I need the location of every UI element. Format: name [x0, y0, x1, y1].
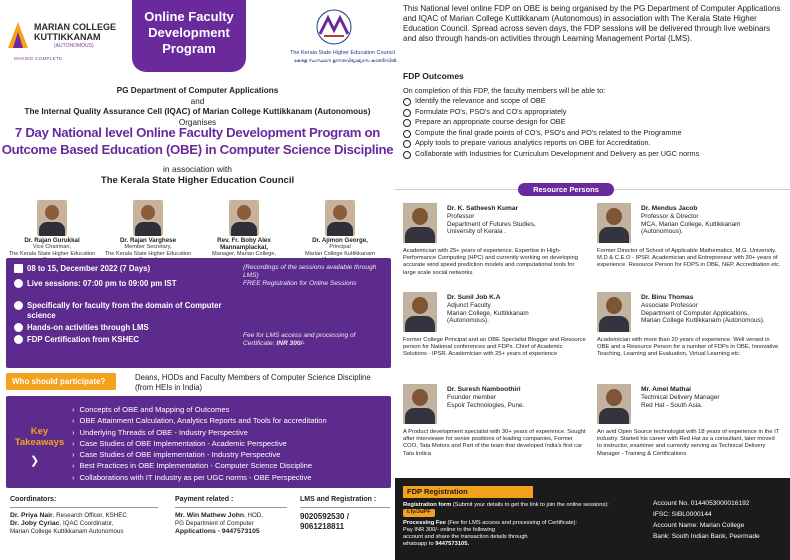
ribbon-line3: Program: [162, 41, 216, 56]
account-number: Account No. 0144053000016192: [653, 500, 750, 507]
resource-person-name: Dr. Mendus Jacob: [641, 205, 698, 212]
fee-note: [243, 332, 383, 348]
takeaway-item: › Collaborations with IT Industry as per UGC norms - OBE Perspective: [72, 472, 327, 483]
resource-person-desc: Academician with more than 20 years of experience. Well versed in OBE and a Resource Person for a number of FDPs in OBE, Innovative Teaching, Learning and Evaluation, Virtual Learning etc.: [597, 337, 779, 358]
registration-link[interactable]: t.ly/JuPF: [403, 509, 435, 516]
college-emblem-icon: [6, 20, 30, 50]
payment-phone: Applications - 9447573105: [175, 528, 260, 535]
resource-person-photo: [597, 203, 631, 243]
fee-amount: INR 300/-: [276, 340, 305, 347]
patron-name: Dr. Ajimon George,: [312, 237, 368, 244]
ribbon-line1: Online Faculty: [144, 9, 234, 24]
resource-person-desc: An avid Open Source technologist with 18 years of experience in the IT industry. Started his career with Red Hat as a consultant, later moved to instructor, examiner and currently serving as Technical Delivery Manager - Training & Certifications: [597, 429, 780, 457]
clock-icon: [14, 279, 23, 288]
association-line1: in association with: [163, 164, 232, 174]
patron-name: Dr. Rajan Varghese: [119, 237, 177, 244]
schedule-box: [6, 258, 391, 368]
organiser-line4: Organises: [178, 117, 217, 127]
recordings-note-line1: (Recordings of the sessions available through LMS): [243, 264, 377, 279]
resource-person-desc: Academician with 25+ years of experience. Expertise in High-Performance Computing (HPC) and currently working on developing accurate wind speed prediction models and computational tools for large scale social networks.: [403, 248, 578, 276]
resource-person-info: [447, 294, 589, 325]
live-text: Live sessions: 07:00 pm to 09:00 pm IST: [27, 279, 177, 288]
resource-person-line: (Autonomous).: [641, 228, 683, 236]
college-name-line3: (AUTONOMOUS): [54, 43, 94, 49]
college-name-line2: KUTTIKKANAM: [34, 32, 101, 42]
takeaways-label: [12, 426, 67, 448]
program-title-line2: Outcome Based Education (OBE) in Computer Science Discipline: [1, 142, 394, 157]
who-text: Deans, HODs and Faculty Members of Computer Science Discipline (from HEIs in India): [135, 373, 371, 392]
resource-person-line: Adjunct Faculty: [447, 301, 491, 309]
resource-person-info: [447, 386, 589, 409]
resource-person-name: Dr. Sunil Job K.A: [447, 294, 501, 301]
whatsapp-text: whatsapp to: [403, 541, 436, 548]
live-row: [14, 279, 242, 289]
marian-college-logo: [6, 18, 126, 62]
takeaway-item: › Best Practices in OBE Implementation - Computer Science Discipline: [72, 460, 327, 471]
outcome-item: Formulate PO's, PSO's and CO's appropriately: [403, 107, 699, 118]
calendar-icon: [14, 264, 23, 273]
resource-person-photo: [597, 384, 631, 424]
item-row: [14, 335, 242, 345]
resource-person-name: Dr. K. Satheesh Kumar: [447, 205, 519, 212]
pay-text: Pay INR 300/- online to the following: [403, 526, 495, 533]
item-row: [14, 301, 238, 320]
resource-person-line: (Autonomous).: [447, 317, 489, 325]
resource-person-line: Red Hat - South Asia.: [641, 401, 703, 409]
lms-phone: 9061218811: [300, 522, 345, 531]
kshec-emblem-icon: [312, 8, 356, 46]
patron-role: Principal Marian College Kuttikkanam: [305, 244, 375, 257]
resource-person-name: Mr. Amel Mathai: [641, 386, 691, 393]
intro-paragraph: This National level online FDP on OBE is being organised by the PG Department of Computer Applications and IQAC of Marian College Kuttikkanam (Autonomous) in association with The Kerala State Higher Education Council. Spread across seven days, the FDP sessions will be delivered through live webinars and also through hands-on activities through Learning Management Portal (LMS).: [403, 4, 781, 43]
coordinators-heading: Coordinators:: [10, 496, 158, 508]
coordinator-name: Dr. Joby Cyriac: [10, 520, 60, 527]
program-title: [0, 124, 395, 158]
processing-fee-text: (Fee for LMS access and processing of Certificate):: [445, 519, 578, 526]
resource-person-desc: A Product development specialist with 30+ years of experience. Sought after interviewer for senior positions of leading companies, Former COO, Tata Motors and Part of the team that developed India's first car Tata Indica: [403, 429, 586, 457]
patron-role: Member Secretary, The Kerala State Higher Education: [104, 244, 192, 257]
resource-person-line: Marian College Kuttikkanam (Autonomous).: [641, 317, 765, 325]
outcome-item: Prepare an appropriate course design for OBE: [403, 117, 699, 128]
processing-fee-label: Processing Fee: [403, 519, 446, 526]
resource-person-photo: [403, 384, 437, 424]
coordinator-role: , Research Officer, KSHEC: [52, 512, 127, 519]
patron-photo: [229, 200, 259, 236]
resource-person-photo: [403, 292, 437, 332]
kshec-logo: [290, 8, 397, 70]
bank-name: Bank: South Indian Bank, Peermade: [653, 533, 760, 540]
contacts-footer: [0, 496, 395, 560]
item-text: FDP Certification from KSHEC: [27, 335, 140, 344]
resource-person-line: Founder member: [447, 393, 497, 401]
organiser-line1: PG Department of Computer Applications: [116, 86, 279, 95]
resource-person-info: [641, 205, 783, 236]
resource-person-info: [641, 386, 783, 409]
recordings-note-line2: FREE Registration for Online Sessions: [243, 280, 357, 287]
resource-person-name: Dr. Suresh Namboothiri: [447, 386, 521, 393]
resource-person-desc: Former College Principal and an OBE Specialist Blogger and Resource person for National conferences and FDPs. Chief of Academic Solutions - IPSR. Academician with 25+ years of experience: [403, 337, 586, 358]
resource-person-photo: [597, 292, 631, 332]
ribbon-line2: Development: [148, 25, 230, 40]
check-circle-icon: [14, 301, 23, 310]
patron-card: [4, 200, 100, 264]
resource-person-line: Espoir Technologies, Pune.: [447, 401, 525, 409]
patron-name: Rev. Fr. Boby Alex Mannamplackal,: [217, 237, 271, 251]
right-panel: [395, 0, 790, 560]
takeaway-item: › Case Studies of OBE Implementation - Academic Perspective: [72, 438, 327, 449]
check-circle-icon: [14, 335, 23, 344]
item-row: [14, 323, 242, 333]
takeaways-box: [6, 396, 391, 488]
payment-name: Mr. Win Mathew John: [175, 512, 245, 519]
bank-account: [653, 498, 760, 542]
who-label: Who should participate?: [6, 373, 116, 390]
patron-photo: [133, 200, 163, 236]
takeaway-item: › Case Studies of OBE implementation - Industry Perspective: [72, 449, 327, 460]
takeaways-label-line2: Takeaways: [14, 437, 65, 448]
outcomes-list: [403, 96, 699, 159]
college-name-line1: MARIAN COLLEGE: [34, 22, 116, 32]
takeaway-item: › Concepts of OBE and Mapping of Outcomes: [72, 404, 327, 415]
association-line2: The Kerala State Higher Education Council: [100, 175, 295, 186]
registration-details: [403, 502, 633, 549]
resource-person-line: Marian College, Kuttikkanam: [447, 309, 529, 317]
organiser-line3: The Internal Quality Assurance Cell (IQAC) of Marian College Kuttikkanam (Autonomous): [24, 107, 371, 116]
registration-heading: FDP Registration: [403, 486, 533, 498]
resource-person-line: University of Kerala .: [447, 228, 506, 236]
takeaways-list: [72, 404, 327, 483]
outcome-item: Compute the final grade points of CO's, PSO's and PO's related to the Programme: [403, 128, 699, 139]
patrons: [0, 200, 395, 260]
resource-person-line: Professor: [447, 212, 475, 220]
organisers: [0, 86, 395, 128]
resource-person-line: Professor & Director: [641, 212, 699, 220]
patron-card: [292, 200, 388, 264]
patron-name: Dr. Rajan Gurukkal: [24, 237, 80, 244]
coordinator-role: , IQAC Coordinator,: [59, 520, 114, 527]
registration-form-label: Registration form: [403, 502, 452, 508]
resource-person-line: MCA, Marian College, Kuttikkanam: [641, 220, 741, 228]
coordinator-name: Dr. Priya Nair: [10, 512, 53, 519]
outcome-item: Apply tools to prepare various analytics reports on OBE for Accreditation.: [403, 138, 699, 149]
outcome-item: Identify the relevance and scope of OBE: [403, 96, 699, 107]
fdp-ribbon: [132, 0, 246, 72]
resource-person-line: Department of Futures Studies,: [447, 220, 536, 228]
payment-heading: Payment related :: [175, 496, 287, 508]
payment-contact: [175, 496, 287, 536]
patron-photo: [37, 200, 67, 236]
resource-person-name: Dr. Binu Thomas: [641, 294, 694, 301]
resource-person-info: [641, 294, 783, 325]
patron-role: Vice Chairman, The Kerala State Higher Education: [8, 244, 96, 257]
patron-photo: [325, 200, 355, 236]
lms-phone: 9020592530 /: [300, 512, 349, 521]
header: [0, 0, 395, 76]
recordings-note: [243, 264, 388, 288]
share-text: account and share the transaction details through: [403, 534, 528, 541]
program-title-line1: 7 Day National level Online Faculty Development Program on: [14, 125, 381, 140]
patron-card: [100, 200, 196, 264]
item-text: Hands-on activities through LMS: [27, 323, 149, 332]
patron-role: Manager, Marian College,: [211, 251, 277, 257]
lms-contact: [300, 496, 390, 532]
college-tagline: MAKING COMPLETE: [14, 56, 63, 61]
coordinators: [10, 496, 158, 536]
chevron-right-icon: ❯: [30, 455, 40, 467]
lms-heading: LMS and Registration :: [300, 496, 390, 508]
takeaways-label-line1: Key: [30, 426, 49, 437]
association: [0, 164, 395, 186]
resource-person-line: Associate Professor: [641, 301, 698, 309]
kshec-name-en: The Kerala State Higher Education Council: [290, 50, 395, 56]
resource-person-photo: [403, 203, 437, 243]
takeaway-item: › OBE Attainment Calculation, Analytics Reports and Tools for accreditation: [72, 415, 327, 426]
registration-panel: [395, 478, 790, 560]
kshec-name-ml: കേരള സംസ്ഥാന ഉന്നതവിദ്യാഭ്യാസ കൗൺസിൽ: [294, 58, 397, 63]
dates-row: [14, 264, 242, 274]
resource-person-desc: Former Director of School of Applicable Mathematics, M.G. University. M.D & C.E.O - IPSR. Academician and Entrepreneur with 30+ years of experience. Resource Person for FDPS in OBE, NEP, Accreditation etc.: [597, 248, 781, 269]
ifsc-code: IFSC: SIBL0000144: [653, 511, 712, 518]
coordinator-org: Marian College Kuttikkanam Autonomous: [10, 528, 124, 535]
item-text: Specifically for faculty from the domain of Computer science: [27, 301, 222, 320]
dates-text: 08 to 15, December 2022 (7 Days): [27, 264, 151, 273]
fee-note-text: Fee for LMS access and processing of Certificate:: [243, 332, 356, 347]
resource-person-line: Department of Computer Applications,: [641, 309, 749, 317]
resource-persons-label: Resource Persons: [518, 183, 614, 196]
payment-dept: PG Department of Computer: [175, 520, 254, 527]
account-name: Account Name: Marian College: [653, 522, 745, 529]
organiser-line2: and: [190, 96, 205, 106]
resource-person-info: [447, 205, 589, 236]
takeaway-item: › Underlying Threads of OBE - Industry Perspective: [72, 427, 327, 438]
outcomes-intro: On completion of this FDP, the faculty members will be able to:: [403, 86, 606, 95]
payment-hod: , HOD,: [244, 512, 263, 519]
patron-card: [196, 200, 292, 264]
resource-persons-bar: [395, 183, 790, 196]
outcomes-heading: FDP Outcomes: [403, 71, 464, 81]
resource-person-line: Technical Delivery Manager: [641, 393, 720, 401]
registration-form-text: (Submit your details to get the link to join the online sessions):: [451, 502, 609, 508]
outcome-item: Collaborate with Industries for Curriculum Development and Delivery as per UGC norms: [403, 149, 699, 160]
whatsapp-number: 9447573105.: [435, 541, 470, 548]
check-circle-icon: [14, 323, 23, 332]
